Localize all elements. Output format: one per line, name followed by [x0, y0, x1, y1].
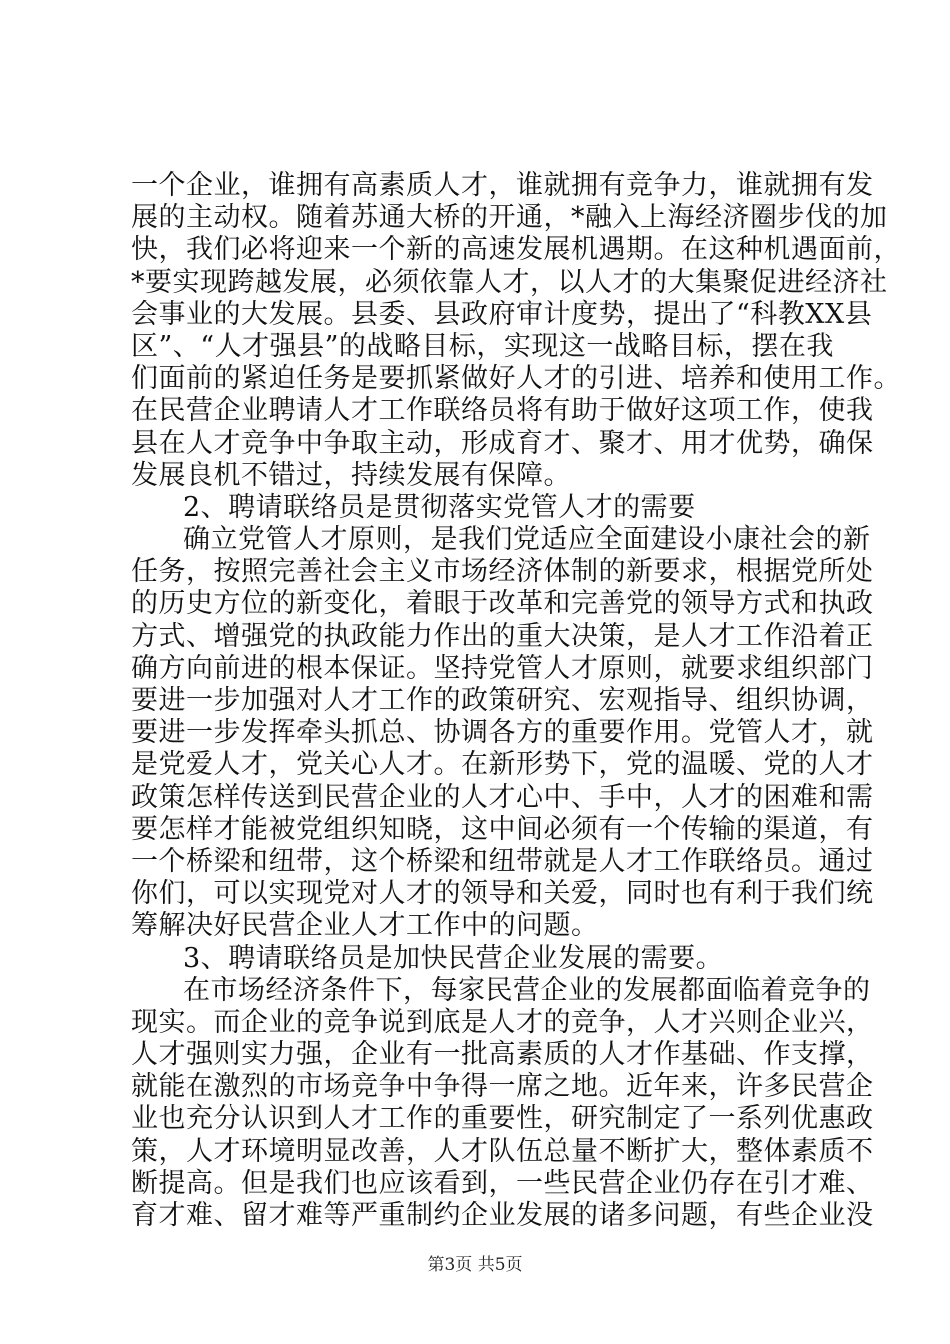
body-text [131, 170, 901, 1232]
text-line: 育才难、留才难等严重制约企业发展的诸多问题，有些企业没 [131, 1200, 874, 1231]
text-line: 一个企业，谁拥有高素质人才，谁就拥有竞争力，谁就拥有发 [131, 170, 874, 201]
text-line: 要进一步加强对人才工作的政策研究、宏观指导、组织协调， [131, 685, 874, 716]
text-line: 政策怎样传送到民营企业的人才心中、手中，人才的困难和需 [131, 781, 874, 813]
text-line: 是党爱人才，党关心人才。在新形势下，党的温暖、党的人才 [131, 749, 874, 781]
text-line: 的历史方位的新变化，着眼于改革和完善党的领导方式和执政 [131, 588, 874, 620]
text-line: 一个桥梁和纽带，这个桥梁和纽带就是人才工作联络员。通过 [131, 845, 874, 877]
text-line: 发展良机不错过，持续发展有保障。 [131, 459, 571, 491]
text-line: 县在人才竞争中争取主动，形成育才、聚才、用才优势，确保 [131, 427, 874, 459]
page-number: 第3页 共5页 [427, 1255, 523, 1275]
text-line: 确立党管人才原则，是我们党适应全面建设小康社会的新 [183, 524, 871, 556]
text-line: 筹解决好民营企业人才工作中的问题。 [131, 910, 599, 942]
section-heading: 3、聘请联络员是加快民营企业发展的需要。 [183, 942, 724, 974]
text-line: 区”、“人才强县”的战略目标，实现这一战略目标，摆在我 [131, 330, 834, 362]
section-heading: 2、聘请联络员是贯彻落实党管人才的需要 [183, 491, 696, 523]
text-line: 在民营企业聘请人才工作联络员将有助于做好这项工作，使我 [131, 395, 874, 427]
text-line: 们面前的紧迫任务是要抓紧做好人才的引进、培养和使用工作。 [131, 363, 901, 395]
text-line: 展的主动权。随着苏通大桥的开通，*融入上海经济圈步伐的加 [131, 202, 888, 234]
text-line: 要怎样才能被党组织知晓，这中间必须有一个传输的渠道，有 [131, 813, 874, 845]
text-line: 策，人才环境明显改善，人才队伍总量不断扩大，整体素质不 [131, 1135, 874, 1167]
text-line: 断提高。但是我们也应该看到，一些民营企业仍存在引才难、 [131, 1167, 874, 1199]
page-footer [0, 1250, 950, 1275]
text-line: 人才强则实力强，企业有一批高素质的人才作基础、作支撑， [131, 1039, 874, 1071]
text-line: 你们，可以实现党对人才的领导和关爱，同时也有利于我们统 [131, 878, 874, 910]
text-line: 任务，按照完善社会主义市场经济体制的新要求，根据党所处 [131, 556, 874, 588]
text-line: 就能在激烈的市场竞争中争得一席之地。近年来，许多民营企 [131, 1071, 874, 1103]
text-line: 现实。而企业的竞争说到底是人才的竞争，人才兴则企业兴， [131, 1006, 874, 1038]
text-line: *要实现跨越发展，必须依靠人才，以人才的大集聚促进经济社 [131, 266, 888, 298]
text-line: 方式、增强党的执政能力作出的重大决策，是人才工作沿着正 [131, 620, 874, 652]
text-line: 会事业的大发展。县委、县政府审计度势，提出了“科教XX县 [131, 298, 873, 330]
text-line: 确方向前进的根本保证。坚持党管人才原则，就要求组织部门 [131, 652, 874, 684]
text-line: 在市场经济条件下，每家民营企业的发展都面临着竞争的 [183, 974, 871, 1006]
text-line: 业也充分认识到人才工作的重要性，研究制定了一系列优惠政 [131, 1103, 874, 1135]
text-line: 要进一步发挥牵头抓总、协调各方的重要作用。党管人才，就 [131, 717, 874, 749]
text-line: 快，我们必将迎来一个新的高速发展机遇期。在这种机遇面前， [131, 234, 901, 266]
